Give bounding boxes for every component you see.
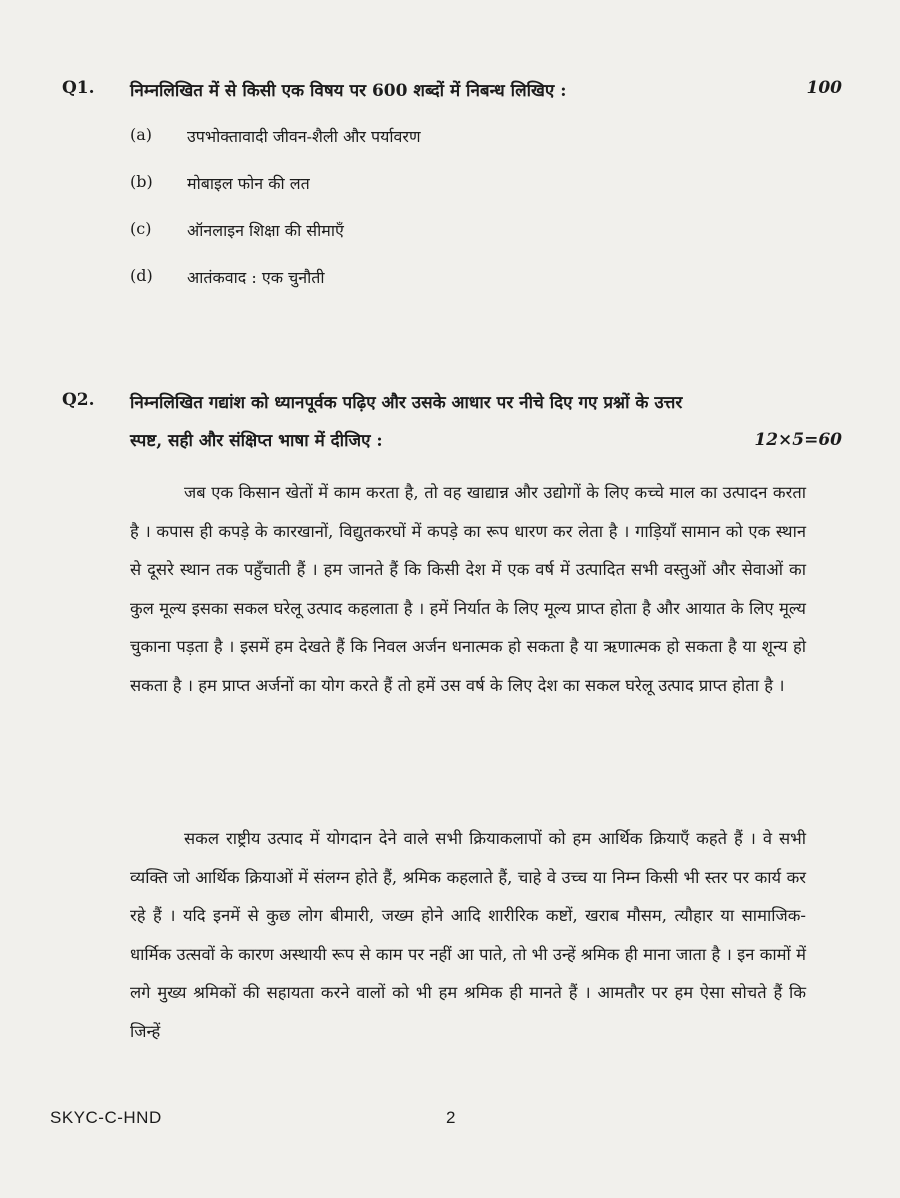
q1-option-b-letter: (b): [130, 172, 153, 191]
q1-option-d-text: आतंकवाद : एक चुनौती: [187, 268, 325, 287]
q1-option-c-letter: (c): [130, 219, 152, 238]
passage-paragraph-2: सकल राष्ट्रीय उत्पाद में योगदान देने वाले सभी क्रियाकलापों को हम आर्थिक क्रियाएँ कहते हैं । वे सभी व्यक्ति जो आर्थिक क्रियाओं में संलग्न होते हैं, श्रमिक कहलाते हैं, चाहे वे उच्च या निम्न किसी भी स्तर पर कार्य कर रहे हैं । यदि इनमें से कुछ लोग बीमारी, जख्म होने आदि शारीरिक कष्टों, खराब मौसम, त्यौहार या सामाजिक-धार्मिक उत्सवों के कारण अस्थायी रूप से काम पर नहीं आ पाते, तो भी उन्हें श्रमिक ही माना जाता है । इन कामों में लगे मुख्य श्रमिकों की सहायता करने वालों को भी हम श्रमिक ही मानते हैं । आमतौर पर हम ऐसा सोचते हैं कि जिन्हें: [130, 829, 806, 1041]
paper-code: SKYC-C-HND: [50, 1108, 162, 1127]
q1-number: Q1.: [62, 78, 95, 98]
q2-number: Q2.: [62, 390, 95, 410]
q2-marks: 12×5=60: [754, 430, 842, 450]
q1-question: निम्नलिखित में से किसी एक विषय पर 600 शब्दों में निबन्ध लिखिए :: [130, 81, 567, 101]
q1-option-a-text: उपभोक्तावादी जीवन-शैली और पर्यावरण: [187, 127, 421, 146]
q1-option-a-letter: (a): [130, 125, 153, 144]
page-number: 2: [446, 1108, 456, 1127]
q2-question-line1: निम्नलिखित गद्यांश को ध्यानपूर्वक पढ़िए और उसके आधार पर नीचे दिए गए प्रश्नों के उत्तर: [130, 393, 683, 413]
q1-marks: 100: [806, 78, 842, 98]
q1-option-c-text: ऑनलाइन शिक्षा की सीमाएँ: [187, 221, 344, 240]
passage-paragraph-1: जब एक किसान खेतों में काम करता है, तो वह खाद्यान्न और उद्योगों के लिए कच्चे माल का उत्पादन करता है । कपास ही कपड़े के कारखानों, विद्युतकरघों में कपड़े का रूप धारण कर लेता है । गाड़ियाँ सामान को एक स्थान से दूसरे स्थान तक पहुँचाती हैं । हम जानते हैं कि किसी देश में एक वर्ष में उत्पादित सभी वस्तुओं और सेवाओं का कुल मूल्य इसका सकल घरेलू उत्पाद कहलाता है । हमें निर्यात के लिए मूल्य प्राप्त होता है और आयात के लिए मूल्य चुकाना पड़ता है । इसमें हम देखते हैं कि निवल अर्जन धनात्मक हो सकता है या ऋणात्मक हो सकता है या शून्य हो सकता है । हम प्राप्त अर्जनों का योग करते हैं तो हमें उस वर्ष के लिए देश का सकल घरेलू उत्पाद प्राप्त होता है ।: [130, 483, 806, 695]
q1-option-d-letter: (d): [130, 266, 153, 285]
q1-option-b-text: मोबाइल फोन की लत: [187, 174, 310, 193]
q2-question-line2: स्पष्ट, सही और संक्षिप्त भाषा में दीजिए :: [130, 431, 383, 451]
